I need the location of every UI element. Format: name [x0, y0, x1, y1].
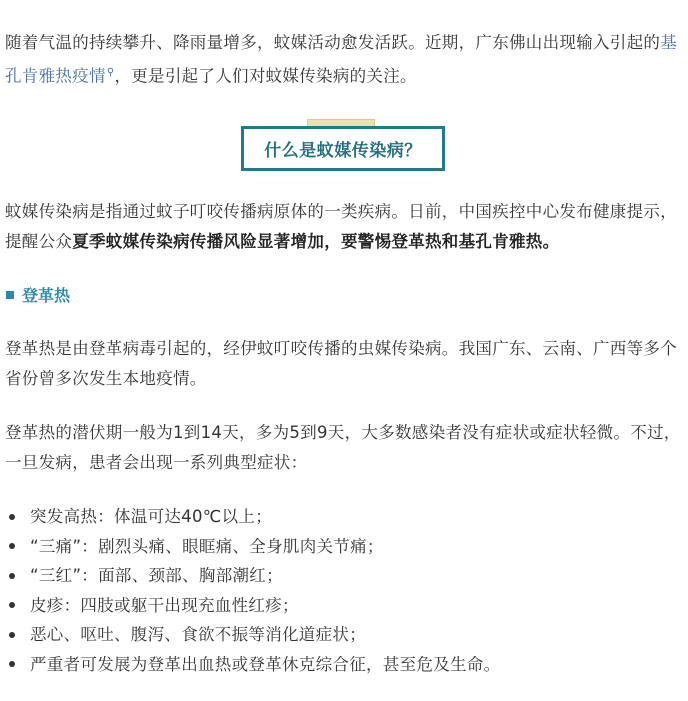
symptom-text: “三痛”：剧烈头痛、眼眶痛、全身肌肉关节痛；	[30, 536, 384, 556]
section-header-box	[241, 126, 445, 171]
bullet-dot-icon	[9, 573, 15, 579]
symptom-text: “三红”：面部、颈部、胸部潮红；	[30, 566, 283, 585]
list-item	[5, 620, 685, 650]
list-item	[5, 561, 685, 591]
dengue-subheading-title: 登革热	[22, 286, 71, 305]
bullet-dot-icon	[9, 632, 15, 638]
dengue-intro-paragraph: 登革热是由登革病毒引起的，经伊蚊叮咬传播的虫媒传染病。我国广东、云南、广西等多个省份曾多次发生本地疫情。	[5, 339, 677, 388]
definition-paragraph	[5, 197, 685, 257]
bullet-dot-icon	[9, 543, 15, 549]
intro-prefix: 随着气温的持续攀升、降雨量增多，蚊媒活动愈发活跃。近期，广东佛山出现输入引起的	[5, 33, 661, 52]
bullet-dot-icon	[9, 514, 15, 520]
section-header-title: 什么是蚊媒传染病？	[264, 141, 422, 161]
search-icon[interactable]: ⚲	[106, 67, 115, 78]
bullet-dot-icon	[9, 602, 15, 608]
symptom-text: 恶心、呕吐、腹泻、食欲不振等消化道症状；	[30, 625, 366, 644]
list-item	[5, 502, 685, 532]
square-icon	[6, 291, 14, 299]
symptom-text: 严重者可发展为登革出血热或登革休克综合征，甚至危及生命。	[30, 654, 501, 674]
symptom-text: 皮疹：四肢或躯干出现充血性红疹；	[30, 595, 299, 615]
intro-suffix: ，更是引起了人们对蚊媒传染病的关注。	[114, 66, 417, 86]
section-header	[241, 119, 445, 171]
list-item	[5, 591, 685, 621]
dengue-subheading	[6, 283, 70, 306]
dengue-incubation-paragraph: 登革热的潜伏期一般为1到14天，多为5到9天，大多数感染者没有症状或症状轻微。不过，一旦发病，患者会出现一系列典型症状：	[5, 423, 681, 472]
symptom-list	[5, 502, 685, 679]
symptom-text: 突发高热：体温可达40℃以上；	[30, 507, 273, 526]
list-item	[5, 650, 685, 680]
bullet-dot-icon	[9, 661, 15, 667]
definition-text: 蚊媒传染病是指通过蚊子叮咬传播病原体的一类疾病。日前，中国疾控中心发布健康提示，提醒公众	[5, 202, 677, 251]
intro-paragraph	[5, 28, 685, 92]
epidemic-link[interactable]: 基孔肯雅热疫情	[5, 33, 678, 86]
list-item	[5, 532, 685, 562]
definition-bold-text: 夏季蚊媒传染病传播风险显著增加，要警惕登革热和基孔肯雅热。	[72, 232, 560, 251]
